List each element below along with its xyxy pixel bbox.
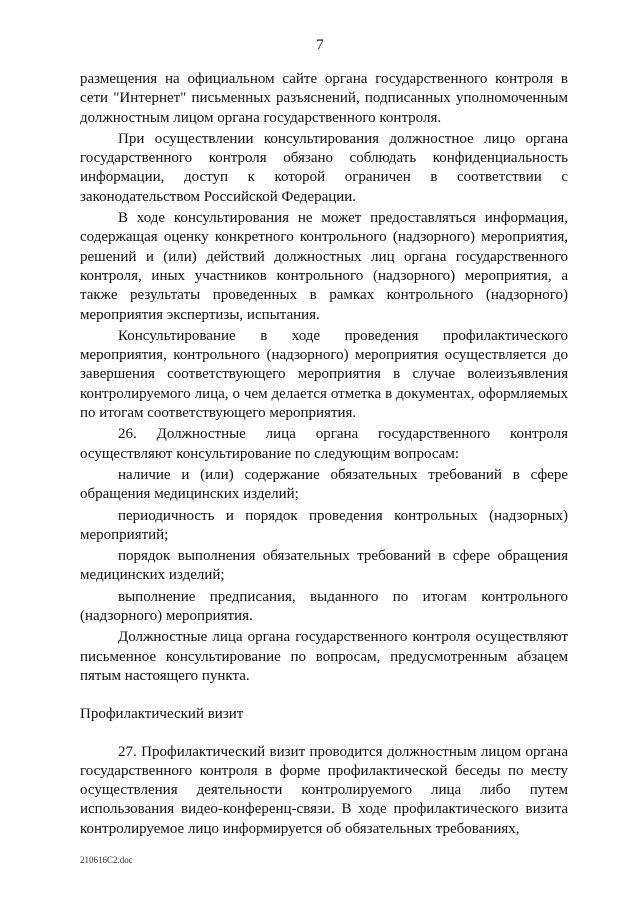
section-heading: Профилактический визит (80, 706, 244, 723)
page-number: 7 (316, 37, 324, 53)
document-body (80, 70, 568, 839)
paragraph: Консультирование в ходе проведения профилактического мероприятия, контрольного (надзорного) мероприятия осуществляется до завершения соответствующего мероприятия в случае волеизъявления контролируемого лица, о чем делается отметка в документах, оформляемых по итогам соответствующего мероприятия. (80, 327, 568, 422)
paragraph: При осуществлении консультирования должностное лицо органа государственного контроля обязано соблюдать конфиденциальность информации, доступ к которой ограничен в соответствии с законодательством Российской Федерации. (80, 130, 568, 205)
paragraph: 26. Должностные лица органа государственного контроля осуществляют консультирование по следующим вопросам: (80, 426, 568, 462)
paragraph: выполнение предписания, выданного по итогам контрольного (надзорного) мероприятия. (80, 588, 568, 625)
paragraph: размещения на официальном сайте органа государственного контроля в сети "Интернет" письменных разъяснений, подписанных уполномоченным должностным лицом органа государственного контроля. (80, 71, 568, 126)
document-footer-code: 210616C2.doc (80, 855, 133, 865)
paragraph: порядок выполнения обязательных требований в сфере обращения медицинских изделий; (80, 548, 568, 584)
paragraph: Должностные лица органа государственного контроля осуществляют письменное консультирование по вопросам, предусмотренным абзацем пятым настоящего пункта. (80, 629, 568, 684)
paragraph: наличие и (или) содержание обязательных требований в сфере обращения медицинских изделий; (80, 466, 568, 503)
paragraph: периодичность и порядок проведения контрольных (надзорных) мероприятий; (80, 507, 568, 543)
paragraph: В ходе консультирования не может предоставляться информация, содержащая оценку конкретного контрольного (надзорного) мероприятия, решений и (или) действий должностных лиц органа государственного контроля, иных участников контрольного (надзорного) мероприятия, а также результаты проведенных в рамках контрольного (надзорного) мероприятия экспертизы, испытания. (80, 210, 568, 323)
paragraph: 27. Профилактический визит проводится должностным лицом органа государственного контроля в форме профилактической беседы по месту осуществления деятельности контролируемого лица либо путем использования видео-конференц-связи. В ходе профилактического визита контролируемое лицо информируется об обязательных требованиях, (80, 743, 568, 837)
